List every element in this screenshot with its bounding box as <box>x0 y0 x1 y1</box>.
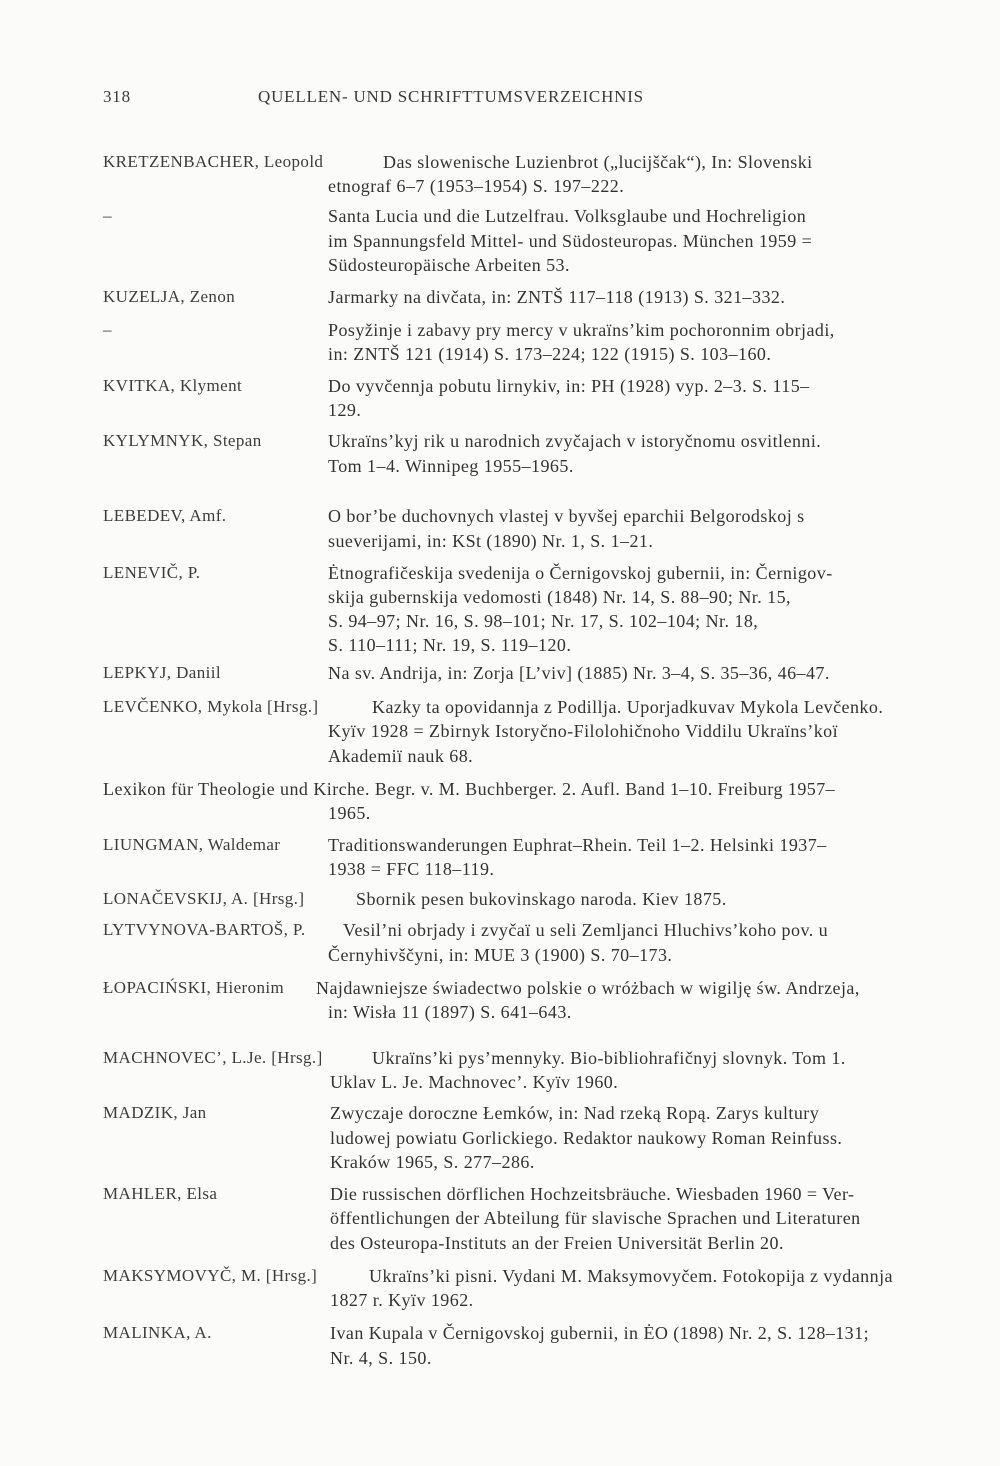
entry-text-line: Vesil’ni obrjady i zvyčaï u seli Zemljanci Hluchivs’koho pov. u <box>343 920 829 940</box>
entry-text-line: Ukraïns’kyj rik u narodnich zvyčajach v istoryčnomu osvitlenni. <box>328 431 822 451</box>
page-number: 318 <box>103 87 131 106</box>
running-header: QUELLEN- UND SCHRIFTTUMSVERZEICHNIS <box>258 87 644 106</box>
entry-author: KUZELJA, Zenon <box>103 287 236 306</box>
entry-text-line: 1827 r. Kyïv 1962. <box>330 1290 474 1310</box>
entry-text-line: Südosteuropäische Arbeiten 53. <box>328 255 570 275</box>
entry-text-line: 1965. <box>328 803 371 823</box>
entry-text-line: Lexikon für Theologie und Kirche. Begr. v. M. Buchberger. 2. Aufl. Band 1–10. Freiburg 1957– <box>103 779 836 799</box>
entry-text-line: öffentlichungen der Abteilung für slavische Sprachen und Literaturen <box>330 1208 861 1228</box>
entry-text-line: S. 94–97; Nr. 16, S. 98–101; Nr. 17, S. 102–104; Nr. 18, <box>328 611 759 631</box>
entry-text-line: ludowej powiatu Gorlickiego. Redaktor naukowy Roman Reinfuss. <box>330 1128 843 1148</box>
entry-text-line: Traditionswanderungen Euphrat–Rhein. Teil 1–2. Helsinki 1937– <box>328 835 827 855</box>
entry-author: MAKSYMOVYČ, M. [Hrsg.] <box>103 1266 318 1285</box>
entry-text-line: Do vyvčennja pobutu lirnykiv, in: PH (1928) vyp. 2–3. S. 115– <box>328 376 810 396</box>
entry-text-line: Tom 1–4. Winnipeg 1955–1965. <box>328 456 574 476</box>
entry-author: – <box>103 206 112 225</box>
entry-author: LIUNGMAN, Waldemar <box>103 835 281 854</box>
entry-text-line: Die russischen dörflichen Hochzeitsbräuche. Wiesbaden 1960 = Ver- <box>330 1184 855 1204</box>
entry-text-line: Kazky ta opovidannja z Podillja. Uporjadkuvav Mykola Levčenko. <box>372 697 884 717</box>
entry-text-line: Akademiï nauk 68. <box>328 746 474 766</box>
entry-text-line: Uklav L. Je. Machnovec’. Kyïv 1960. <box>330 1072 619 1092</box>
entry-author: – <box>103 320 112 339</box>
entry-text-line: 129. <box>328 400 362 420</box>
entry-text-line: Na sv. Andrija, in: Zorja [L’viv] (1885) Nr. 3–4, S. 35–36, 46–47. <box>328 663 830 683</box>
entry-author: MACHNOVEC’, L.Je. [Hrsg.] <box>103 1048 323 1067</box>
entry-text-line: Santa Lucia und die Lutzelfrau. Volksglaube und Hochreligion <box>328 206 807 226</box>
entry-text-line: Posyžinje i zabavy pry mercy v ukraïns’kim pochoronnim obrjadi, <box>328 320 835 340</box>
entry-text-line: Kyïv 1928 = Zbirnyk Istoryčno-Filolohičnoho Viddilu Ukraïns’koï <box>328 721 839 741</box>
entry-author: MALINKA, A. <box>103 1323 212 1342</box>
entry-author: KYLYMNYK, Stepan <box>103 431 262 450</box>
entry-author: LENEVIČ, P. <box>103 563 201 582</box>
entry-text-line: in: Wisła 11 (1897) S. 641–643. <box>328 1002 572 1022</box>
entry-author: LEVČENKO, Mykola [Hrsg.] <box>103 697 319 716</box>
entry-text-line: 1938 = FFC 118–119. <box>328 859 495 879</box>
entry-author: LONAČEVSKIJ, A. [Hrsg.] <box>103 889 305 908</box>
entry-text-line: Ėtnografičeskija svedenija o Černigovskoj gubernii, in: Černigov- <box>328 563 833 583</box>
entry-text-line: Ivan Kupala v Černigovskoj gubernii, in ĖO (1898) Nr. 2, S. 128–131; <box>330 1323 870 1343</box>
entry-text-line: Sbornik pesen bukovinskago naroda. Kiev 1875. <box>356 889 727 909</box>
entry-author: ŁOPACIŃSKI, Hieronim <box>103 978 285 997</box>
entry-text-line: Jarmarky na divčata, in: ZNTŠ 117–118 (1913) S. 321–332. <box>328 287 786 307</box>
entry-text-line: Najdawniejsze świadectwo polskie o wróżbach w wigilję św. Andrzeja, <box>316 978 860 998</box>
entry-author: LEBEDEV, Amf. <box>103 506 227 525</box>
entry-text-line: Ukraïns’ki pisni. Vydani M. Maksymovyčem. Fotokopija z vydannja <box>369 1266 893 1286</box>
entry-text-line: skija gubernskija vedomosti (1848) Nr. 14, S. 88–90; Nr. 15, <box>328 587 791 607</box>
entry-text-line: Ukraïns’ki pys’mennyky. Bio-bibliohrafičnyj slovnyk. Tom 1. <box>372 1048 846 1068</box>
entry-author: LYTVYNOVA-BARTOŠ, P. <box>103 920 306 939</box>
entry-author: KRETZENBACHER, Leopold <box>103 152 324 171</box>
entry-text-line: des Osteuropa-Instituts an der Freien Universität Berlin 20. <box>330 1233 784 1253</box>
entry-text-line: sueverijami, in: KSt (1890) Nr. 1, S. 1–21. <box>328 531 654 551</box>
entry-author: KVITKA, Klyment <box>103 376 243 395</box>
entry-text-line: Das slowenische Luzienbrot („lucijščak“), In: Slovenski <box>383 152 813 172</box>
entry-text-line: S. 110–111; Nr. 19, S. 119–120. <box>328 635 572 655</box>
entry-text-line: Kraków 1965, S. 277–286. <box>330 1152 535 1172</box>
entry-text-line: O bor’be duchovnych vlastej v byvšej eparchii Belgorodskoj s <box>328 506 805 526</box>
entry-text-line: in: ZNTŠ 121 (1914) S. 173–224; 122 (1915) S. 103–160. <box>328 344 772 364</box>
entry-text-line: Nr. 4, S. 150. <box>330 1348 432 1368</box>
entry-text-line: Zwyczaje doroczne Łemków, in: Nad rzeką Ropą. Zarys kultury <box>330 1103 820 1123</box>
entry-text-line: im Spannungsfeld Mittel- und Südosteuropas. München 1959 = <box>328 231 813 251</box>
entry-author: MAHLER, Elsa <box>103 1184 218 1203</box>
entry-author: MADZIK, Jan <box>103 1103 207 1122</box>
entry-text-line: Černyhivščyni, in: MUE 3 (1900) S. 70–173. <box>328 945 673 965</box>
entry-author: LEPKYJ, Daniil <box>103 663 221 682</box>
entry-text-line: etnograf 6–7 (1953–1954) S. 197–222. <box>328 176 625 196</box>
